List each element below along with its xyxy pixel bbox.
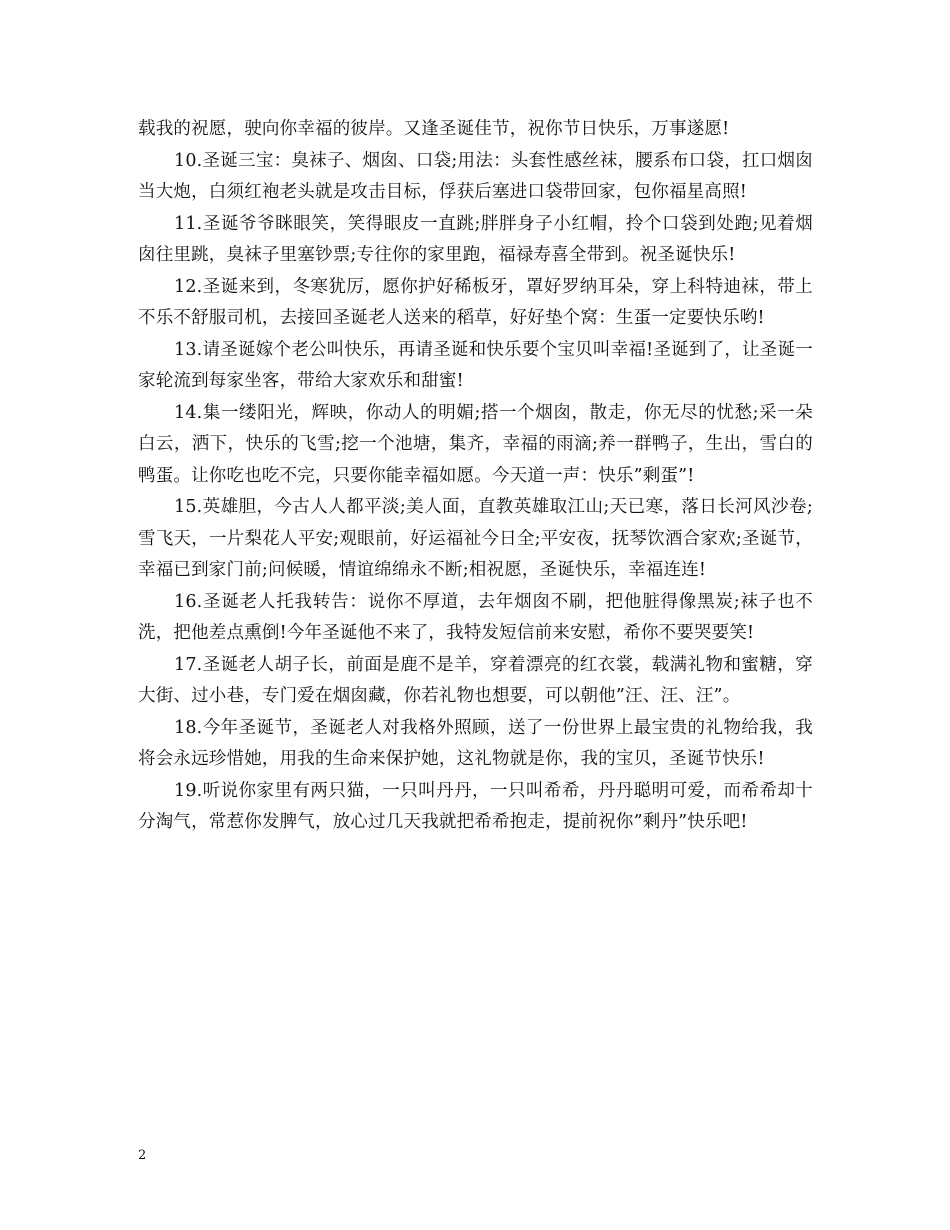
paragraph-11: 11.圣诞爷爷眯眼笑，笑得眼皮一直跳;胖胖身子小红帽，拎个口袋到处跑;见着烟囱往里跳，臭袜子里塞钞票;专往你的家里跑，福禄寿喜全带到。祝圣诞快乐! [138, 213, 813, 265]
paragraph-12: 12.圣诞来到，冬寒犹厉，愿你护好稀板牙，罩好罗纳耳朵，穿上科特迪袜，带上不乐不舒服司机，去接回圣诞老人送来的稻草，好好垫个窝：生蛋一定要快乐哟! [138, 276, 813, 328]
paragraph-16: 16.圣诞老人托我转告：说你不厚道，去年烟囱不刷，把他脏得像黑炭;袜子也不洗，把他差点熏倒!今年圣诞他不来了，我特发短信前来安慰，希你不要哭要笑! [138, 591, 813, 643]
paragraph-10: 10.圣诞三宝：臭袜子、烟囱、口袋;用法：头套性感丝袜，腰系布口袋，扛口烟囱当大炮，白须红袍老头就是攻击目标，俘获后塞进口袋带回家，包你福星高照! [138, 150, 813, 202]
body-text [138, 114, 813, 839]
paragraph-continuation: 载我的祝愿，驶向你幸福的彼岸。又逢圣诞佳节，祝你节日快乐，万事遂愿! [138, 119, 730, 139]
paragraph-15: 15.英雄胆，今古人人都平淡;美人面，直教英雄取江山;天已寒，落日长河风沙卷;雪飞天，一片梨花人平安;观眼前，好运福祉今日全;平安夜，抚琴饮酒合家欢;圣诞节，幸福已到家门前;问候暖，情谊绵绵永不断;相祝愿，圣诞快乐，幸福连连! [138, 497, 813, 580]
page-number: 2 [138, 1148, 147, 1163]
paragraph-18: 18.今年圣诞节，圣诞老人对我格外照顾，送了一份世界上最宝贵的礼物给我，我将会永远珍惜她，用我的生命来保护她，这礼物就是你，我的宝贝，圣诞节快乐! [138, 717, 813, 769]
paragraph-14: 14.集一缕阳光，辉映，你动人的明媚;搭一个烟囱，散走，你无尽的忧愁;采一朵白云，洒下，快乐的飞雪;挖一个池塘，集齐，幸福的雨滴;养一群鸭子，生出，雪白的鸭蛋。让你吃也吃不完，只要你能幸福如愿。今天道一声：快乐”剩蛋”! [138, 402, 813, 486]
paragraph-19: 19.听说你家里有两只猫，一只叫丹丹，一只叫希希，丹丹聪明可爱，而希希却十分淘气，常惹你发脾气，放心过几天我就把希希抱走，提前祝你”剩丹”快乐吧! [138, 780, 813, 832]
paragraph-13: 13.请圣诞嫁个老公叫快乐，再请圣诞和快乐要个宝贝叫幸福!圣诞到了，让圣诞一家轮流到每家坐客，带给大家欢乐和甜蜜! [138, 339, 813, 391]
paragraph-17: 17.圣诞老人胡子长，前面是鹿不是羊，穿着漂亮的红衣裳，载满礼物和蜜糖，穿大街、过小巷，专门爱在烟囱藏，你若礼物也想要，可以朝他”汪、汪、汪”。 [138, 654, 813, 706]
